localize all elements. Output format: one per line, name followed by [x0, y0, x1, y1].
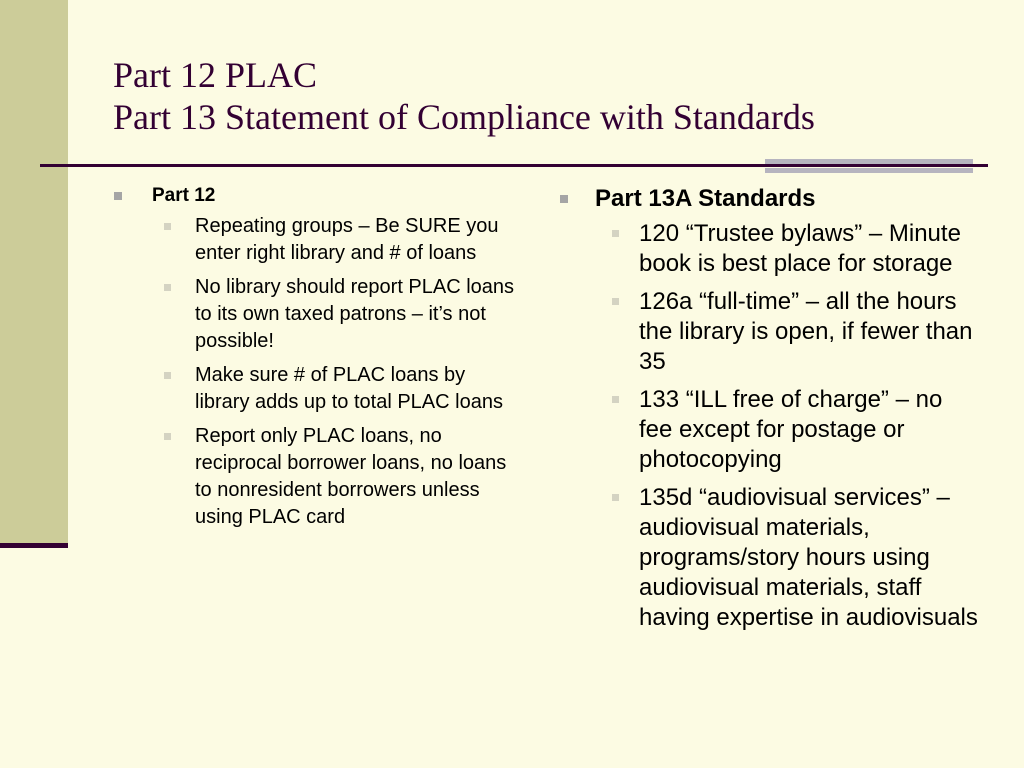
square-bullet-icon — [164, 284, 171, 291]
list-item — [164, 274, 524, 355]
left-heading: Part 12 — [152, 185, 216, 206]
list-item — [612, 483, 980, 633]
left-accent-rule — [0, 543, 68, 548]
square-bullet-icon — [612, 230, 619, 237]
list-item-text: 126a “full-time” – all the hours the library is open, if fewer than 35 — [639, 288, 973, 375]
title-line-1: Part 12 PLAC — [113, 55, 318, 95]
list-item-text: No library should report PLAC loans to its own taxed patrons – it’s not possible! — [195, 276, 515, 352]
decorative-bar — [765, 168, 973, 173]
title-line-2: Part 13 Statement of Compliance with Standards — [113, 97, 815, 138]
list-item-text: 120 “Trustee bylaws” – Minute book is best place for storage — [639, 220, 961, 277]
decorative-bar — [765, 159, 973, 164]
square-bullet-icon — [164, 433, 171, 440]
square-bullet-icon — [612, 298, 619, 305]
square-bullet-icon — [612, 494, 619, 501]
list-item-text: Report only PLAC loans, no reciprocal borrower loans, no loans to nonresident borrowers unless using PLAC card — [195, 425, 507, 528]
list-item — [612, 385, 980, 475]
left-accent-band — [0, 0, 68, 548]
square-bullet-icon — [114, 192, 122, 200]
square-bullet-icon — [612, 396, 619, 403]
right-heading-item — [560, 184, 980, 214]
list-item-text: Make sure # of PLAC loans by library adds up to total PLAC loans — [195, 364, 503, 413]
list-item-text: Repeating groups – Be SURE you enter right library and # of loans — [195, 215, 499, 264]
right-heading: Part 13A Standards — [595, 185, 816, 212]
left-heading-item — [114, 184, 524, 208]
left-column — [114, 184, 524, 538]
square-bullet-icon — [164, 223, 171, 230]
decorative-bars — [765, 159, 973, 177]
list-item — [612, 219, 980, 279]
list-item — [164, 362, 524, 416]
list-item — [164, 213, 524, 267]
square-bullet-icon — [560, 195, 568, 203]
square-bullet-icon — [164, 372, 171, 379]
list-item — [612, 287, 980, 377]
slide-title — [113, 54, 993, 139]
right-column — [560, 184, 980, 641]
list-item — [164, 423, 524, 531]
list-item-text: 133 “ILL free of charge” – no fee except for postage or photocopying — [639, 386, 943, 473]
list-item-text: 135d “audiovisual services” – audiovisual materials, programs/story hours using audiovisual materials, staff having expertise in audiovisuals — [639, 484, 978, 631]
